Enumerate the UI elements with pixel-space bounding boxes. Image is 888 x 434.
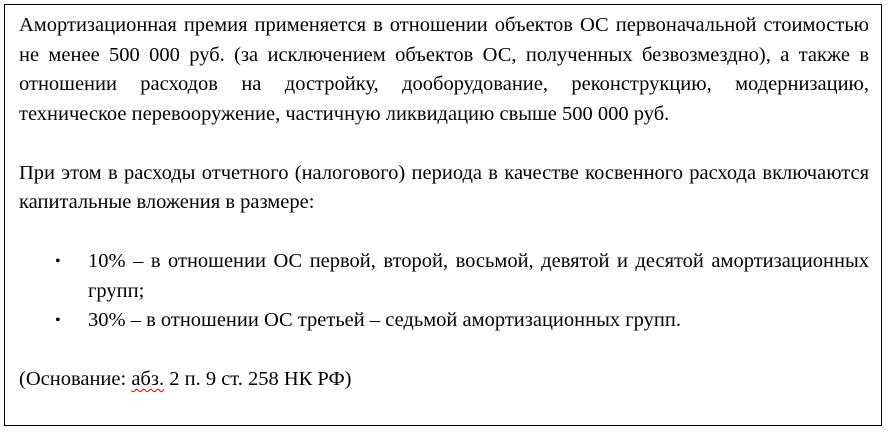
rates-list — [19, 247, 869, 336]
document-content — [19, 11, 869, 395]
list-item-text: 30% – в отношении ОС третьей – седьмой амортизационных групп. — [88, 309, 681, 331]
spellcheck-marked-word: абз. — [131, 368, 165, 390]
paragraph-depreciation-bonus: Амортизационная премия применяется в отношении объектов ОС первоначальной стоимостью не менее 500 000 руб. (за исключением объектов ОС, полученных безвозмездно), а также в отношении расходов на достройку, дооборудование, реконструкцию, модернизацию, техническое перевооружение, частичную ликвидацию свыше 500 000 руб. — [19, 14, 869, 125]
list-item — [19, 306, 869, 336]
basis-reference — [19, 365, 869, 395]
bullet-icon: • — [55, 253, 61, 270]
basis-suffix: 2 п. 9 ст. 258 НК РФ) — [164, 368, 352, 390]
list-item-text: 10% – в отношении ОС первой, второй, восьмой, девятой и десятой амортизационных групп; — [88, 250, 869, 302]
paragraph-indirect-expense: При этом в расходы отчетного (налогового) периода в качестве косвенного расхода включаются капитальные вложения в размере: — [19, 161, 869, 213]
bullet-icon: • — [55, 312, 61, 329]
list-item — [19, 247, 869, 306]
basis-prefix: (Основание: — [19, 368, 132, 390]
